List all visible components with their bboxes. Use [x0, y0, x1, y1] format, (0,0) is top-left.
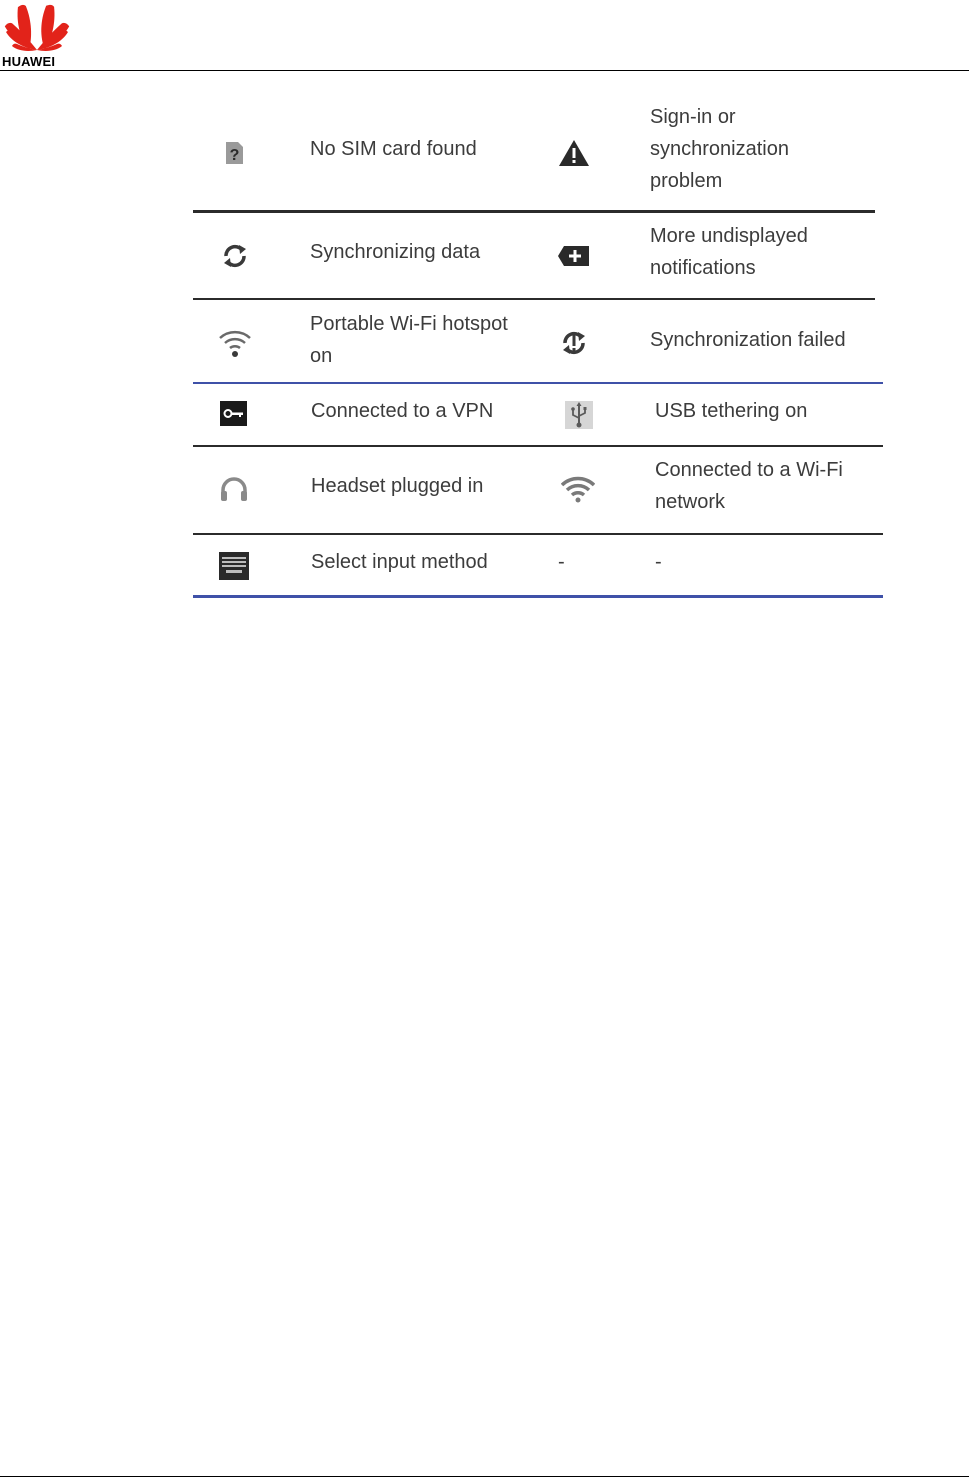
- row5-right-label: Connected to a Wi-Fi network: [655, 459, 843, 513]
- row-divider-2: [193, 298, 875, 300]
- table-bottom-rule: [193, 595, 883, 598]
- vpn-key-icon: [218, 398, 250, 430]
- row6-right-icon-placeholder: -: [558, 551, 565, 573]
- row-divider-4: [193, 445, 883, 447]
- sim-missing-icon: [218, 136, 250, 168]
- row4-right-label: USB tethering on: [655, 400, 808, 422]
- row4-left-label: Connected to a VPN: [311, 400, 494, 422]
- row6-right-label: -: [655, 551, 662, 573]
- row-divider-5: [193, 533, 883, 535]
- sync-icon: [218, 240, 250, 272]
- huawei-wordmark: HUAWEI: [2, 54, 56, 69]
- more-notifications-icon: [557, 240, 589, 272]
- row2-left-label: Synchronizing data: [310, 241, 481, 263]
- row3-left-label: Portable Wi-Fi hotspot on: [310, 313, 508, 367]
- warning-triangle-icon: [557, 137, 589, 169]
- row6-left-label: Select input method: [311, 551, 488, 573]
- header-divider: [0, 70, 969, 71]
- footer-divider: [0, 1476, 969, 1477]
- headset-icon: [218, 474, 250, 506]
- row1-left-label: No SIM card found: [310, 138, 477, 160]
- row2-right-label: More undisplayed notifications: [650, 225, 808, 279]
- svg-text:?: ?: [229, 147, 240, 164]
- keyboard-icon: [218, 550, 250, 582]
- row-divider-3: [193, 382, 883, 384]
- wifi-icon: [561, 474, 593, 506]
- row1-right-label: Sign-in or synchronization problem: [650, 106, 789, 192]
- sync-failed-icon: [557, 327, 589, 359]
- page-header: [0, 0, 969, 72]
- wifi-hotspot-icon: [218, 328, 250, 360]
- row5-left-label: Headset plugged in: [311, 475, 484, 497]
- row-divider-1: [193, 210, 875, 213]
- usb-icon: [563, 399, 595, 431]
- row3-right-label: Synchronization failed: [650, 329, 846, 351]
